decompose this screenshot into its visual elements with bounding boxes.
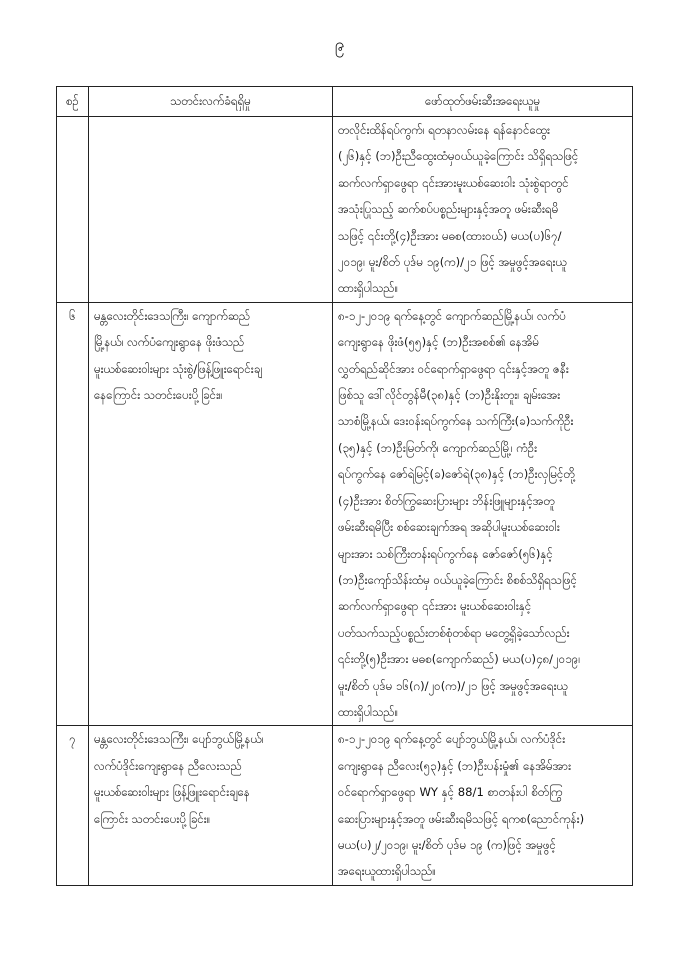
information-cell: မန္တလေးတိုင်းဒေသကြီး၊ ပျော်ဘွယ်မြို့နယ်၊ လက်ပံဒိုင်းကျေးရွာနေ ညီလေးသည် မူးယစ်ဆေးဝါးများ ဖြန့်ဖြူးရောင်းချနေ ကြောင်း သတင်းပေးပို့ခြင်း။ (89, 726, 333, 885)
information-cell (89, 117, 333, 303)
action-cell: ၈-၁၂-၂၀၁၉ ရက်နေ့တွင် ကျောက်ဆည်မြို့နယ်၊ လက်ပံ ကျေးရွာနေ ဖိုးဖံ(၅၅)နှင့် (ဘ)ဦးအစစ်၏ နေအိမ် လွှတ်ရည်ဆိုင်အား ဝင်ရောက်ရှာဖွေရာ ၎င်းနှင့်အတူ ဇနီး ဖြစ်သူ ဒေါ်လိုင်တွန်မီ(၃၈)နှင့် (ဘ)ဦးနိုးတူး၊ ချမ်းအေး သာစံမြို့နယ်၊ ဒေးဝန်းရပ်ကွက်နေ သက်ကြီး(ခ)သက်ကိုဦး (၃၅)နှင့် (ဘ)ဦးမြတ်ကို၊ ကျောက်ဆည်မြို့၊ ကံဦး ရပ်ကွက်နေ ဇော်ရဲမြင့်(ခ)ဇော်ရဲ(၃၈)နှင့် (ဘ)ဦးလှမြင့်တို့ (၄)ဦးအား စိတ်ကြွဆေးပြားများ ဘိန်းဖြူများနှင့်အတူ ဖမ်းဆီးရမိပြီး စစ်ဆေးချက်အရ အဆိုပါမူးယစ်ဆေးဝါး များအား သစ်ကြီးတန်းရပ်ကွက်နေ ဇော်ဇော်(၅၆)နှင့် (ဘ)ဦးကျော်သိန်းထံမှ ဝယ်ယူခဲ့ကြောင်း စိစစ်သိရှိရသဖြင့် ဆက်လက်ရှာဖွေရာ ၎င်းအား မူးယစ်ဆေးဝါးနှင့် ပတ်သက်သည့်ပစ္စည်းတစ်စုံတစ်ရာ မတွေ့ရှိခဲ့သော်လည်း ၎င်းတို့(၅)ဦးအား မဓစ(ကျောက်ဆည်) မယ(ပ)၄၈/၂၀၁၉၊ မူး/စိတ် ပုဒ်မ ၁၆(ဂ)/၂၀(က)/၂၁ ဖြင့် အမှုဖွင့်အရေးယူ ထားရှိပါသည်။ (333, 302, 633, 726)
action-cell: တလိုင်းထိန်ရပ်ကွက်၊ ရတနာလမ်းနေ ရန်နောင်ထွေး (၂၆)နှင့် (ဘ)ဦးညီထွေးထံမှဝယ်ယူခဲ့ကြောင်း သိရှိရသဖြင့် ဆက်လက်ရှာဖွေရာ ၎င်းအားမူးယစ်ဆေးဝါး သုံးစွဲရာတွင် အသုံးပြုသည့် ဆက်စပ်ပစ္စည်းများနှင့်အတူ ဖမ်းဆီးရမိ သဖြင့် ၎င်းတို့(၄)ဦးအား မဓစ(ထားဝယ်) မယ(ပ)၆၇/ ၂၀၁၉၊ မူး/စိတ် ပုဒ်မ ၁၉(က)/၂၁ ဖြင့် အမှုဖွင့်အရေးယူ ထားရှိပါသည်။ (333, 117, 633, 303)
information-cell: မန္တလေးတိုင်းဒေသကြီး၊ ကျောက်ဆည် မြို့နယ်၊ လက်ပံကျေးရွာနေ ဖိုးဖံသည် မူးယစ်ဆေးဝါးများ သုံးစွဲ/ဖြန့်ဖြူးရောင်းချ နေကြောင်း သတင်းပေးပို့ခြင်း။ (89, 302, 333, 726)
table-row (57, 302, 633, 726)
action-cell: ၈-၁၂-၂၀၁၉ ရက်နေ့တွင် ပျော်ဘွယ်မြို့နယ်၊ လက်ပံဒိုင်း ကျေးရွာနေ ညီလေး(၅၃)နှင့် (ဘ)ဦးပန်းမှုံ၏ နေအိမ်အား ဝင်ရောက်ရှာဖွေရာ WY နှင့် 88/1 စာတန်းပါ စိတ်ကြွ ဆေးပြားများနှင့်အတူ ဖမ်းဆီးရမိသဖြင့် ရကစ(ညောင်ကုန်း) မယ(ပ)၂/၂၀၁၉၊ မူး/စိတ် ပုဒ်မ ၁၉ (က)ဖြင့် အမှုဖွင့် အရေးယူထားရှိပါသည်။ (333, 726, 633, 885)
row-number: ၇ (57, 726, 89, 885)
row-number (57, 117, 89, 303)
header-serial-number: စဉ် (57, 87, 89, 117)
row-number: ၆ (57, 302, 89, 726)
document-table (56, 86, 633, 886)
table-row (57, 117, 633, 303)
header-action-taken: ဖော်ထုတ်ဖမ်းဆီးအရေးယူမှု (333, 87, 633, 117)
table-row (57, 726, 633, 885)
header-information-received: သတင်းလက်ခံရရှိမှု (89, 87, 333, 117)
page-number: ၉ (334, 35, 345, 55)
table-header-row (57, 87, 633, 117)
